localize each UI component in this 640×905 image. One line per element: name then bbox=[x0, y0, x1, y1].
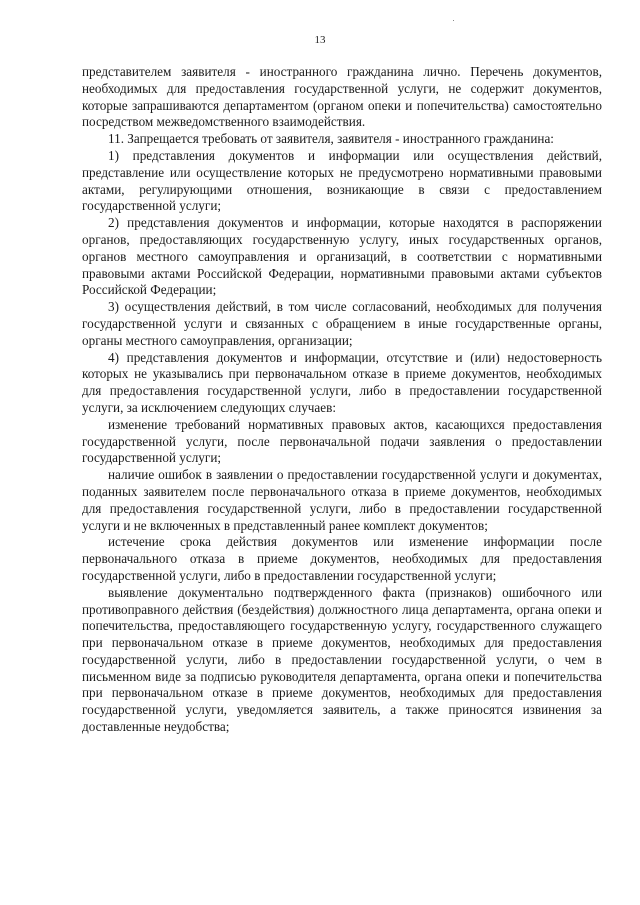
paragraph-case-errors: наличие ошибок в заявлении о предоставлении государственной услуги и документах, поданных заявителем после первоначального отказа в приеме документов, необходимых для предоставления государственной услуги, либо в предоставлении государственной услуги и не включенных в представленный ранее комплект документов; bbox=[82, 467, 602, 533]
paragraph-item-11: 11. Запрещается требовать от заявителя, заявителя - иностранного гражданина: bbox=[108, 131, 554, 147]
paragraph-continuation: представителем заявителя - иностранного гражданина лично. Перечень документов, необходимых для предоставления государственной услуги, не содержит документов, которые запрашиваются департаментом (органом опеки и попечительства) самостоятельно посредством межведомственного взаимодействия. bbox=[82, 64, 602, 130]
paragraph-subitem-3: 3) осуществления действий, в том числе согласований, необходимых для получения государственной услуги и связанных с обращением в иные государственные органы, органы местного самоуправления, организации; bbox=[82, 299, 602, 348]
paragraph-case-wrongful-action: выявление документально подтвержденного факта (признаков) ошибочного или противоправного действия (бездействия) должностного лица департамента, органа опеки и попечительства, предоставляющего государственную услугу, государственного служащего при первоначальном отказе в приеме документов, необходимых для предоставления государственной услуги, либо в предоставлении государственной услуги, о чем в письменном виде за подписью руководителя департамента, органа опеки и попечительства при первоначальном отказе в приеме документов, необходимых для предоставления государственной услуги, уведомляется заявитель, а также приносятся извинения за доставленные неудобства; bbox=[82, 584, 602, 735]
paragraph-subitem-2: 2) представления документов и информации, которые находятся в распоряжении органов, предоставляющих государственную услугу, иных государственных органов, органов местного самоуправления и организаций, в соответствии с нормативными правовыми актами Российской Федерации, нормативными правовыми актами субъектов Российской Федерации; bbox=[82, 215, 602, 298]
paragraph-subitem-4: 4) представления документов и информации, отсутствие и (или) недостоверность которых не указывались при первоначальном отказе в приеме документов, необходимых для предоставления государственной услуги, либо в предоставлении государственной услуги, за исключением следующих случаев: bbox=[82, 349, 602, 415]
paragraph-case-expiry: истечение срока действия документов или изменение информации после первоначального отказа в приеме документов, необходимых для предоставления государственной услуги, либо в предоставлении государственной услуги; bbox=[82, 534, 602, 583]
paragraph-case-requirements-change: изменение требований нормативных правовых актов, касающихся предоставления государственной услуги, после первоначальной подачи заявления о предоставлении государственной услуги; bbox=[82, 416, 602, 466]
scan-dot-mark bbox=[453, 20, 454, 21]
page-number: 13 bbox=[314, 34, 326, 46]
document-body bbox=[82, 64, 602, 736]
paragraph-subitem-1: 1) представления документов и информации или осуществления действий, представление или осуществление которых не предусмотрено нормативными правовыми актами, регулирующими отношения, возникающие в связи с предоставлением государственной услуги; bbox=[82, 147, 602, 214]
